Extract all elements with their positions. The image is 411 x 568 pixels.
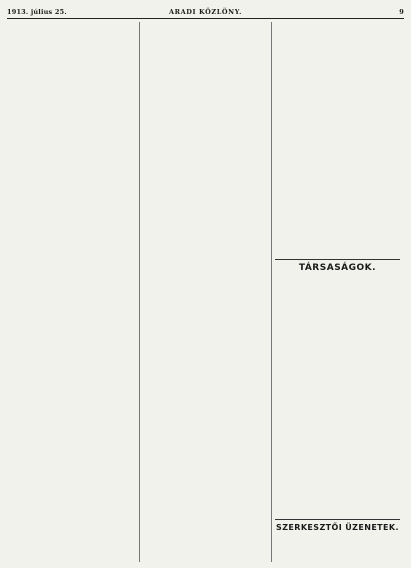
column-2 [139, 22, 271, 562]
section-heading-tarcasagok: TÁRSASÁGOK. [275, 259, 400, 273]
section-heading-szerkesztoi-uzenetek: SZERKESZTŐI ÜZENETEK. [275, 519, 400, 532]
running-header [7, 8, 404, 19]
article-columns [7, 22, 404, 562]
column-3 [271, 22, 403, 562]
column-1 [7, 22, 139, 562]
issue-date: 1913. július 25. [7, 8, 67, 16]
masthead-title: ARADI KÖZLÖNY. [169, 8, 242, 16]
page-number: 9 [399, 8, 404, 16]
